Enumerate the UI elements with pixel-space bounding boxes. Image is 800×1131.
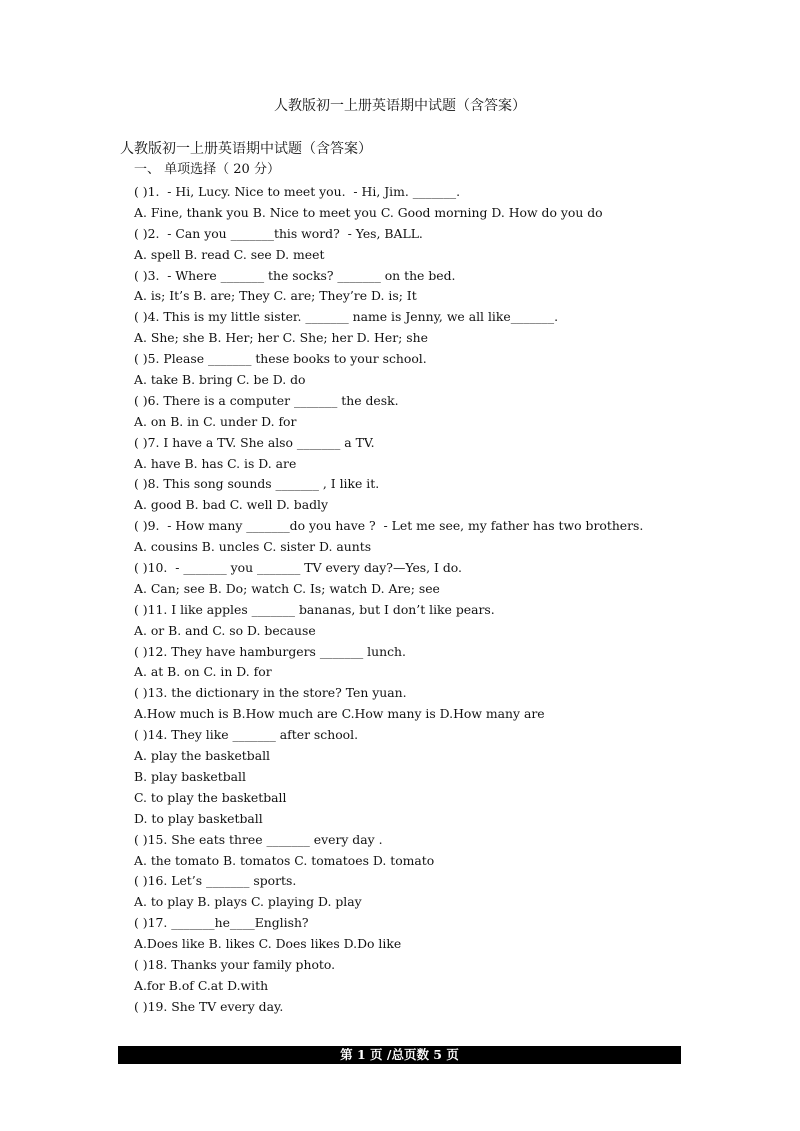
question-line: ( )8. This song sounds _______ , I like it. [134, 476, 380, 492]
question-line: ( )6. There is a computer _______ the desk. [134, 392, 399, 408]
options-line: A. take B. bring C. be D. do [134, 372, 306, 388]
options-line: A. at B. on C. in D. for [134, 664, 272, 680]
question-list [134, 182, 694, 1018]
options-line: A. cousins B. uncles C. sister D. aunts [134, 539, 372, 555]
options-line: A. She; she B. Her; her C. She; her D. Her; she [134, 330, 428, 346]
options-line: A.How much is B.How much are C.How many is D.How many are [134, 706, 545, 722]
question-line: ( )3. - Where _______ the socks? _______ on the bed. [134, 267, 456, 283]
question-line: ( )17. _______he____English? [134, 915, 309, 931]
document-title: 人教版初一上册英语期中试题（含答案） [120, 141, 372, 157]
question-line: ( )15. She eats three _______ every day . [134, 831, 383, 847]
options-line: C. to play the basketball [134, 789, 287, 805]
options-line: A. or B. and C. so D. because [134, 622, 316, 638]
section-heading: 一、 单项选择（ 20 分） [134, 162, 280, 177]
options-line: A. on B. in C. under D. for [134, 413, 297, 429]
question-line: ( )2. - Can you _______this word? - Yes, BALL. [134, 225, 423, 241]
question-line: ( )16. Let’s _______ sports. [134, 873, 297, 889]
page-header-title: 人教版初一上册英语期中试题（含答案） [274, 98, 526, 114]
options-line: A. to play B. plays C. playing D. play [134, 894, 362, 910]
options-line: A.Does like B. likes C. Does likes D.Do like [134, 936, 402, 952]
options-line: A. the tomato B. tomatos C. tomatoes D. tomato [134, 852, 435, 868]
question-line: ( )14. They like _______ after school. [134, 727, 359, 743]
options-line: A. have B. has C. is D. are [134, 455, 297, 471]
question-line: ( )1. - Hi, Lucy. Nice to meet you. - Hi, Jim. _______. [134, 184, 461, 199]
question-line: ( )11. I like apples _______ bananas, but I don’t like pears. [134, 601, 495, 617]
options-line: A.for B.of C.at D.with [134, 977, 269, 993]
options-line: A. spell B. read C. see D. meet [134, 246, 325, 262]
options-line: D. to play basketball [134, 810, 263, 826]
options-line: A. good B. bad C. well D. badly [134, 497, 329, 513]
question-line: ( )12. They have hamburgers _______ lunch. [134, 643, 406, 659]
question-line: ( )9. - How many _______do you have ? - Let me see, my father has two brothers. [134, 518, 644, 534]
options-line: B. play basketball [134, 768, 246, 784]
question-line: ( )7. I have a TV. She also _______ a TV. [134, 434, 375, 450]
question-line: ( )18. Thanks your family photo. [134, 956, 336, 972]
question-line: ( )4. This is my little sister. _______ name is Jenny, we all like_______. [134, 309, 559, 325]
question-line: ( )10. - _______ you _______ TV every day?—Yes, I do. [134, 560, 462, 576]
options-line: A. play the basketball [134, 748, 271, 764]
question-line: ( )5. Please _______ these books to your school. [134, 351, 427, 367]
options-line: A. Fine, thank you B. Nice to meet you C. Good morning D. How do you do [134, 204, 603, 220]
page-footer-indicator: 第 1 页 /总页数 5 页 [118, 1046, 681, 1064]
question-line: ( )19. She TV every day. [134, 998, 284, 1014]
options-line: A. is; It’s B. are; They C. are; They’re D. is; It [134, 288, 417, 304]
question-line: ( )13. the dictionary in the store? Ten yuan. [134, 685, 407, 701]
options-line: A. Can; see B. Do; watch C. Is; watch D. Are; see [134, 580, 440, 596]
